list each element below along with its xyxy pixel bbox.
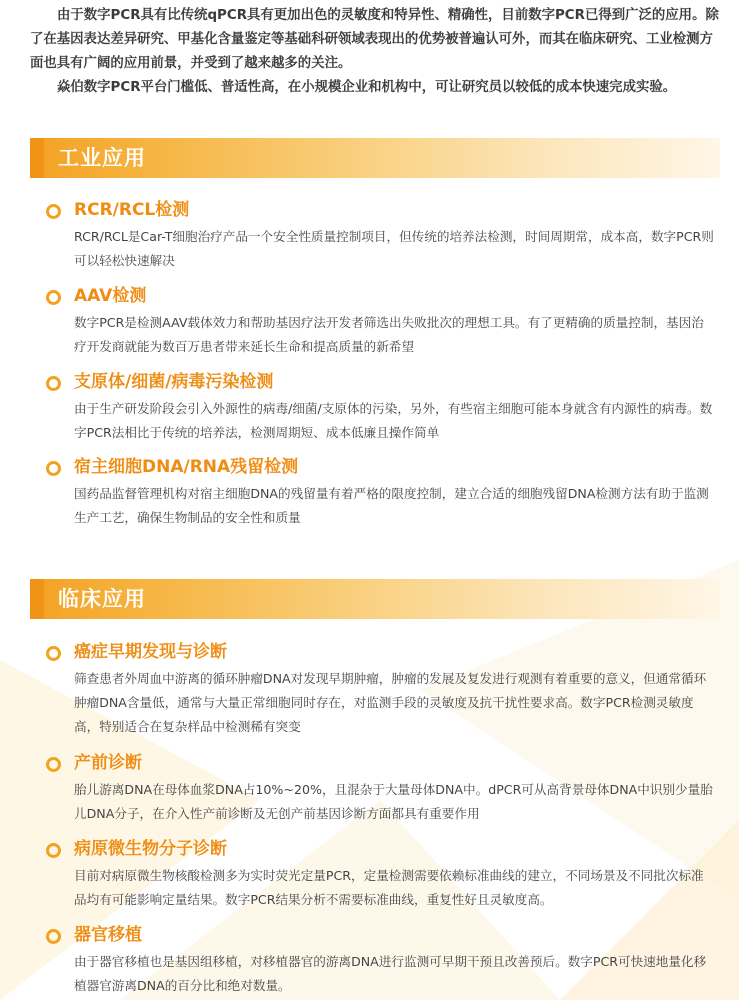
- item-title: 病原微生物分子诊断: [74, 839, 227, 859]
- item-description: 国药品监督管理机构对宿主细胞DNA的残留量有着严格的限度控制，建立合适的细胞残留DNA检测方法有助于监测生产工艺，确保生物制品的安全性和质量: [74, 486, 709, 525]
- section-header-accent: [30, 579, 44, 619]
- bullet-ring-icon: [46, 461, 61, 476]
- section-title-industrial: 工业应用: [58, 146, 146, 170]
- item-description: 数字PCR是检测AAV载体效力和帮助基因疗法开发者筛选出失败批次的理想工具。有了更精确的质量控制，基因治疗开发商就能为数百万患者带来延长生命和提高质量的新希望: [74, 315, 704, 354]
- bullet-ring-icon: [46, 646, 61, 661]
- bullet-ring-icon: [46, 290, 61, 305]
- item-title: 器官移植: [74, 925, 142, 945]
- item-title: 产前诊断: [74, 753, 142, 773]
- item-description: 胎儿游离DNA在母体血浆DNA占10%~20%，且混杂于大量母体DNA中。dPCR可从高背景母体DNA中识别少量胎儿DNA分子，在介入性产前诊断及无创产前基因诊断方面都具有重要作用: [74, 782, 713, 821]
- section-header-industrial: [30, 138, 720, 178]
- bullet-ring-icon: [46, 929, 61, 944]
- section-title-clinical: 临床应用: [58, 587, 146, 611]
- item-title: AAV检测: [74, 286, 147, 306]
- bullet-ring-icon: [46, 757, 61, 772]
- bullet-ring-icon: [46, 376, 61, 391]
- intro-section: [30, 0, 720, 100]
- bullet-ring-icon: [46, 843, 61, 858]
- intro-paragraph-1: 由于数字PCR具有比传统qPCR具有更加出色的灵敏度和特异性、精确性，目前数字PCR已得到广泛的应用。除了在基因表达差异研究、甲基化含量鉴定等基础科研领域表现出的优势被普遍认可外，而其在临床研究、工业检测方面也具有广阔的应用前景，并受到了越来越多的关注。: [30, 8, 719, 71]
- bullet-ring-icon: [46, 204, 61, 219]
- item-description: RCR/RCL是Car-T细胞治疗产品一个安全性质量控制项目，但传统的培养法检测，时间周期常，成本高，数字PCR则可以轻松快速解决: [74, 229, 714, 268]
- item-description: 由于生产研发阶段会引入外源性的病毒/细菌/支原体的污染，另外，有些宿主细胞可能本身就含有内源性的病毒。数字PCR法相比于传统的培养法，检测周期短、成本低廉且操作简单: [74, 401, 713, 440]
- item-title: 宿主细胞DNA/RNA残留检测: [74, 457, 299, 477]
- item-description: 目前对病原微生物核酸检测多为实时荧光定量PCR，定量检测需要依赖标准曲线的建立，不同场景及不同批次标准品均有可能影响定量结果。数字PCR结果分析不需要标准曲线，重复性好且灵敏度高。: [74, 868, 704, 907]
- item-title: 癌症早期发现与诊断: [74, 642, 227, 662]
- item-title: RCR/RCL检测: [74, 200, 190, 220]
- section-header-clinical: [30, 579, 720, 619]
- intro-paragraph-2: 焱伯数字PCR平台门槛低、普适性高，在小规模企业和机构中，可让研究员以较低的成本快速完成实验。: [57, 80, 677, 95]
- item-description: 筛查患者外周血中游离的循环肿瘤DNA对发现早期肿瘤，肿瘤的发展及复发进行观测有着重要的意义，但通常循环肿瘤DNA含量低，通常与大量正常细胞同时存在，对监测手段的灵敏度及抗干扰性要求高。数字PCR检测灵敏度高，特别适合在复杂样品中检测稀有突变: [74, 671, 707, 734]
- section-header-accent: [30, 138, 44, 178]
- item-title: 支原体/细菌/病毒污染检测: [74, 372, 274, 392]
- item-description: 由于器官移植也是基因组移植，对移植器官的游离DNA进行监测可早期干预且改善预后。数字PCR可快速地量化移植器官游离DNA的百分比和绝对数量。: [74, 954, 707, 993]
